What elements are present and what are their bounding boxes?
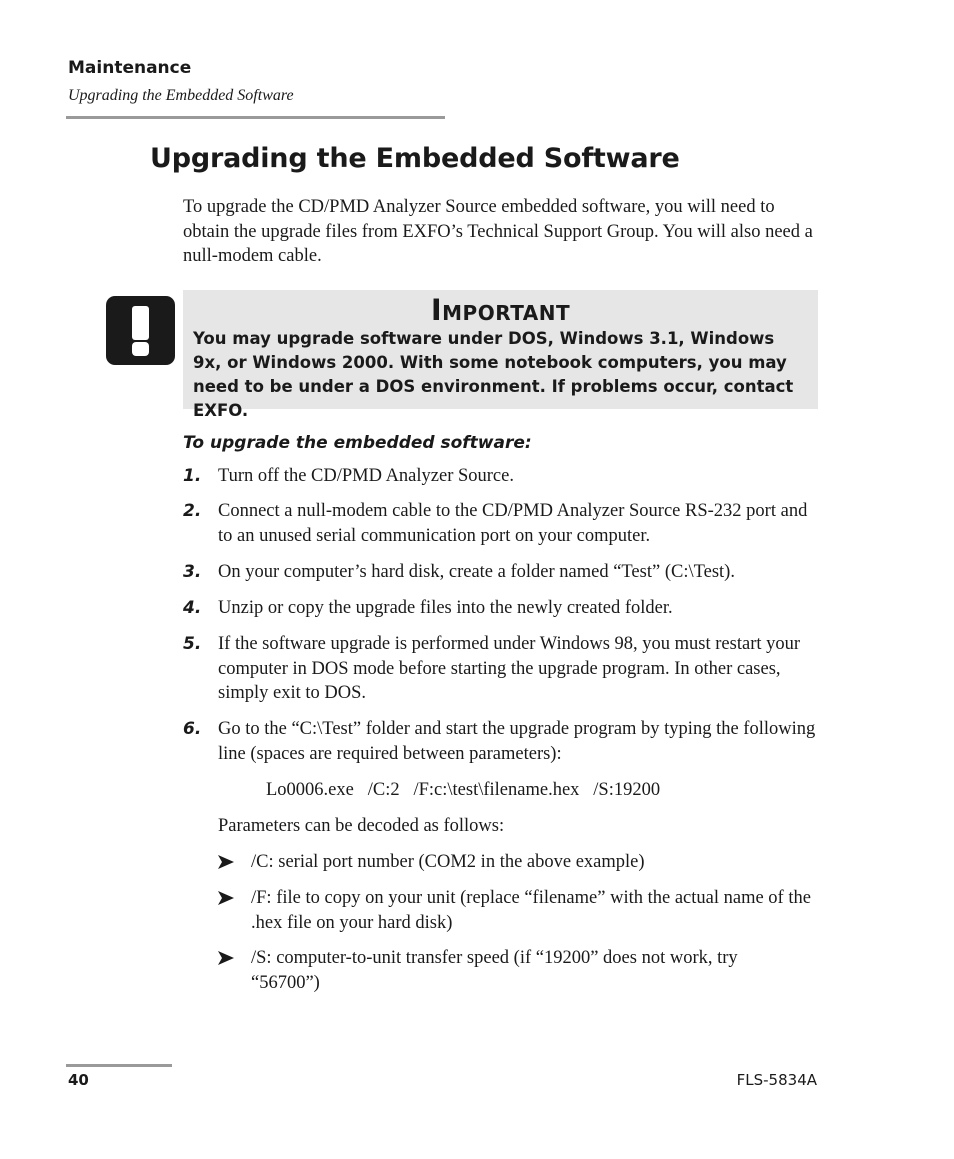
step-number: 6. — [183, 719, 202, 739]
running-header-subsection: Upgrading the Embedded Software — [68, 87, 294, 104]
header-rule — [66, 116, 445, 119]
important-note — [183, 290, 818, 420]
step-text: If the software upgrade is performed under Windows 98, you must restart your computer in DOS mode before starting the upgrade program. In other cases, simply exit to DOS. — [218, 634, 801, 703]
step-number: 3. — [183, 562, 202, 582]
step-number: 2. — [183, 501, 202, 521]
footer-rule — [66, 1064, 172, 1067]
parameter-text: /S: computer-to-unit transfer speed (if “19200” does not work, try “56700”) — [251, 948, 738, 993]
intro-paragraph: To upgrade the CD/PMD Analyzer Source embedded software, you will need to obtain the upgrade files from EXFO’s Technical Support Group. You will also need a null-modem cable. — [183, 197, 813, 266]
step-number: 4. — [183, 598, 202, 618]
page-title: Upgrading the Embedded Software — [150, 143, 680, 174]
step-number: 1. — [183, 466, 202, 486]
running-header-section: Maintenance — [68, 58, 192, 78]
document-id: FLS-5834A — [736, 1071, 817, 1089]
arrow-bullet-icon — [218, 949, 234, 967]
procedure-heading: To upgrade the embedded software: — [183, 433, 532, 453]
step-number: 5. — [183, 634, 202, 654]
important-text: You may upgrade software under DOS, Windows 3.1, Windows 9x, or Windows 2000. With some notebook computers, you may need to be under a DOS environment. If problems occur, contact EXFO. — [193, 329, 794, 420]
step-text: Go to the “C:\Test” folder and start the upgrade program by typing the following line (spaces are required between parameters): — [218, 719, 816, 764]
parameter-text: /C: serial port number (COM2 in the above example) — [251, 852, 645, 872]
command-line: Lo0006.exe /C:2 /F:c:\test\filename.hex /S:19200 — [266, 780, 661, 800]
step-text: Unzip or copy the upgrade files into the newly created folder. — [218, 598, 673, 618]
step-text: On your computer’s hard disk, create a folder named “Test” (C:\Test). — [218, 562, 735, 582]
arrow-bullet-icon — [218, 853, 234, 871]
arrow-bullet-icon — [218, 889, 234, 907]
page-number: 40 — [68, 1071, 89, 1089]
step-text: Connect a null-modem cable to the CD/PMD Analyzer Source RS-232 port and to an unused serial communication port on your computer. — [218, 501, 808, 546]
parameters-intro: Parameters can be decoded as follows: — [218, 816, 505, 836]
step-text: Turn off the CD/PMD Analyzer Source. — [218, 466, 514, 486]
exclamation-icon — [106, 296, 175, 365]
important-title: Important — [430, 293, 571, 327]
parameter-text: /F: file to copy on your unit (replace “filename” with the actual name of the .hex file on your hard disk) — [251, 888, 811, 933]
